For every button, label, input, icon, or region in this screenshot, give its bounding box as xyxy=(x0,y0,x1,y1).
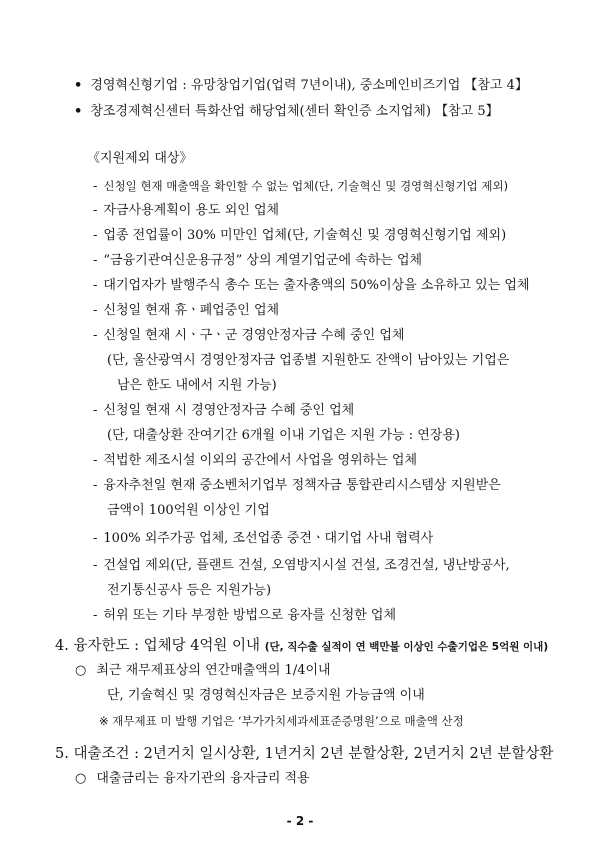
page-number: - 2 - xyxy=(286,814,314,828)
exclusion-text: 적법한 제조시설 이외의 공간에서 사업을 영위하는 업체 xyxy=(103,453,418,468)
bullet-item-2 xyxy=(74,103,499,121)
section-4-heading: 4. 융자한도 : 업체당 4억원 이내 xyxy=(55,638,261,654)
bullet-dot-icon: • xyxy=(74,104,83,119)
exclusion-item-7: - 신청일 현재 시ㆍ구ㆍ군 경영안정자금 수혜 중인 업체 xyxy=(93,328,405,343)
section-5-sub-1-text: 대출금리는 융자기관의 융자금리 적용 xyxy=(96,771,310,786)
exclusion-item-12: - 건설업 제외(단, 플랜트 건설, 오염방지시설 건설, 조경건설, 냉난방공사, xyxy=(93,558,510,573)
exclusion-item-8: - 신청일 현재 시 경영안정자금 수혜 중인 업체 xyxy=(93,403,355,418)
bullet-text: 창조경제혁신센터 특화산업 해당업체(센터 확인증 소지업체) 【참고 5】 xyxy=(90,104,499,119)
exclusion-item-8-cont1: (단, 대출상환 잔여기간 6개월 이내 기업은 지원 가능 : 연장용) xyxy=(107,428,460,443)
exclusion-item-3: - 업종 전업률이 30% 미만인 업체(단, 기술혁신 및 경영혁신형기업 제외) xyxy=(93,228,507,243)
exclusion-item-9: - 적법한 제조시설 이외의 공간에서 사업을 영위하는 업체 xyxy=(93,453,418,468)
exclusion-heading: 《지원제외 대상》 xyxy=(87,151,193,166)
exclusion-text: 융자추천일 현재 중소벤처기업부 정책자금 통합관리시스템상 지원받은 xyxy=(103,478,501,493)
exclusion-text: 업종 전업률이 30% 미만인 업체(단, 기술혁신 및 경영혁신형기업 제외) xyxy=(103,228,507,243)
exclusion-item-7-cont1: (단, 울산광역시 경영안정자금 업종별 지원한도 잔액이 남아있는 기업은 xyxy=(107,353,510,368)
exclusion-text: 허위 또는 기타 부정한 방법으로 융자를 신청한 업체 xyxy=(103,608,397,623)
bullet-text: 경영혁신형기업 : 유망창업기업(업력 7년이내), 중소메인비즈기업 【참고 4】 xyxy=(90,78,528,93)
section-4-sub-2: 단, 기술혁신 및 경영혁신자금은 보증지원 가능금액 이내 xyxy=(107,688,425,703)
exclusion-text: 신청일 현재 시 경영안정자금 수혜 중인 업체 xyxy=(103,403,355,418)
section-4-sub-1 xyxy=(75,662,331,680)
exclusion-text: 대기업자가 발행주식 총수 또는 출자총액의 50%이상을 소유하고 있는 업체 xyxy=(103,278,530,293)
exclusion-item-7-cont2: 남은 한도 내에서 지원 가능) xyxy=(117,378,277,393)
section-4-sub-3: ※ 재무제표 미 발행 기업은 ‘부가가치세과세표준증명원’으로 매출액 산정 xyxy=(99,714,464,728)
exclusion-item-2: - 자금사용계획이 용도 외인 업체 xyxy=(93,203,280,218)
exclusion-item-11: - 100% 외주가공 업체, 조선업종 중견ㆍ대기업 사내 협력사 xyxy=(93,531,434,546)
circle-bullet-icon: ○ xyxy=(75,663,87,678)
circle-bullet-icon: ○ xyxy=(75,771,87,786)
exclusion-item-10-cont1: 금액이 100억원 이상인 기업 xyxy=(107,503,270,518)
exclusion-item-4: - “금융기관여신운용규정” 상의 계열기업군에 속하는 업체 xyxy=(93,253,423,268)
exclusion-item-5: - 대기업자가 발행주식 총수 또는 출자총액의 50%이상을 소유하고 있는 업체 xyxy=(93,278,530,293)
exclusion-text: 자금사용계획이 용도 외인 업체 xyxy=(103,203,280,218)
exclusion-item-1: - 신청일 현재 매출액을 확인할 수 없는 업체(단, 기술혁신 및 경영혁신형기업 제외) xyxy=(93,179,509,194)
exclusion-item-12-cont1: 전기통신공사 등은 지원가능) xyxy=(107,583,272,598)
exclusion-item-10: - 융자추천일 현재 중소벤처기업부 정책자금 통합관리시스템상 지원받은 xyxy=(93,478,501,493)
section-4-note: (단, 직수출 실적이 연 백만불 이상인 수출기업은 5억원 이내) xyxy=(264,641,549,653)
exclusion-text: 100% 외주가공 업체, 조선업종 중견ㆍ대기업 사내 협력사 xyxy=(103,531,434,546)
exclusion-text: 신청일 현재 휴ㆍ폐업중인 업체 xyxy=(103,303,280,318)
exclusion-text: 신청일 현재 시ㆍ구ㆍ군 경영안정자금 수혜 중인 업체 xyxy=(103,328,405,343)
exclusion-item-6: - 신청일 현재 휴ㆍ폐업중인 업체 xyxy=(93,303,280,318)
exclusion-text: 건설업 제외(단, 플랜트 건설, 오염방지시설 건설, 조경건설, 냉난방공사, xyxy=(103,558,510,573)
bullet-item-1 xyxy=(74,77,528,95)
section-4-sub-1-text: 최근 재무제표상의 연간매출액의 1/4이내 xyxy=(96,663,331,678)
exclusion-text: 신청일 현재 매출액을 확인할 수 없는 업체(단, 기술혁신 및 경영혁신형기업 제외) xyxy=(103,179,509,193)
section-5-title: 5. 대출조건 : 2년거치 일시상환, 1년거치 2년 분할상환, 2년거치 2년 분할상환 xyxy=(55,746,554,762)
exclusion-item-13: - 허위 또는 기타 부정한 방법으로 융자를 신청한 업체 xyxy=(93,608,397,623)
bullet-dot-icon: • xyxy=(74,78,83,93)
section-4-title xyxy=(55,637,548,656)
section-5-sub-1 xyxy=(75,770,310,788)
exclusion-text: “금융기관여신운용규정” 상의 계열기업군에 속하는 업체 xyxy=(103,253,423,268)
